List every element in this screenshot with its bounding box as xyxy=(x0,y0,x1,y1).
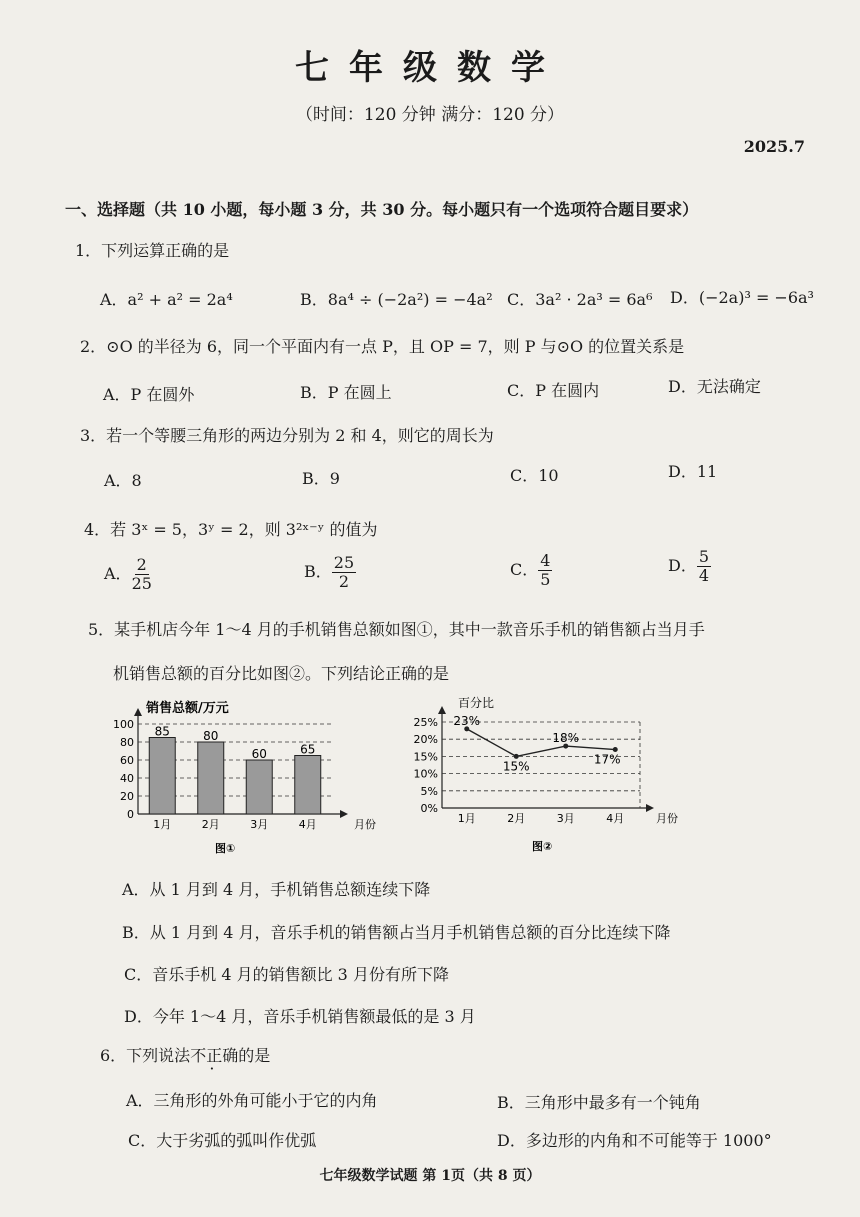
chart1-data-label: 80 xyxy=(203,729,219,743)
q5-option-d[interactable]: D．今年 1～4 月，音乐手机销售额最低的是 3 月 xyxy=(124,1007,476,1026)
chart1-y-tick-label: 40 xyxy=(120,772,134,785)
q1-option-d[interactable]: D．(−2a)³ = −6a³ xyxy=(670,288,814,307)
q1-stem: 1．下列运算正确的是 xyxy=(75,241,230,260)
exam-date: 2025.7 xyxy=(743,137,805,156)
q6-stem xyxy=(100,1043,270,1066)
chart2-point xyxy=(514,754,519,759)
q1-option-b[interactable]: B．8a⁴ ÷ (−2a²) = −4a² xyxy=(300,290,493,309)
chart2-x-tick-label: 2月 xyxy=(507,812,526,825)
q5-option-b[interactable]: B．从 1 月到 4 月，音乐手机的销售额占当月手机销售总额的百分比连续下降 xyxy=(122,923,671,942)
chart1-x-arrow xyxy=(340,810,348,818)
denominator: 5 xyxy=(540,570,551,589)
q5-stem-line2: 机销售总额的百分比如图②。下列结论正确的是 xyxy=(113,664,450,683)
q1-option-a[interactable]: A．a² + a² = 2a⁴ xyxy=(100,290,233,309)
q2-option-c[interactable]: C．P 在圆内 xyxy=(507,381,600,400)
q6-stem-emphasis: 不正确 xyxy=(190,1046,239,1065)
numerator: 25 xyxy=(333,553,355,572)
q4-option-a-label: A． xyxy=(104,564,132,583)
chart2-title: 百分比 xyxy=(458,696,495,710)
q4-option-c[interactable] xyxy=(510,552,552,589)
chart2-data-label: 15% xyxy=(502,759,530,774)
chart1-bar xyxy=(295,756,321,815)
chart-sales-total xyxy=(100,692,400,862)
q6-option-d[interactable]: D．多边形的内角和不可能等于 1000° xyxy=(497,1131,772,1150)
chart-music-phone-percent xyxy=(400,692,700,862)
chart2-y-tick-label: 5% xyxy=(420,784,438,798)
chart1-x-tick-label: 3月 xyxy=(250,818,269,831)
chart2-data-label: 17% xyxy=(593,752,621,767)
q2-option-d[interactable]: D．无法确定 xyxy=(668,377,761,396)
q5-option-c[interactable]: C．音乐手机 4 月的销售额比 3 月份有所下降 xyxy=(124,965,449,984)
q4-option-c-label: C． xyxy=(510,560,539,579)
chart1-data-label: 65 xyxy=(300,742,316,757)
chart1-y-tick-label: 20 xyxy=(120,790,134,803)
chart2-x-tick-label: 4月 xyxy=(606,812,625,825)
numerator: 4 xyxy=(540,551,551,570)
q1-option-c[interactable]: C．3a² · 2a³ = 6a⁶ xyxy=(507,290,653,309)
q4-option-b[interactable] xyxy=(304,554,356,591)
chart2-x-tick-label: 3月 xyxy=(556,812,575,825)
chart1-title: 销售总额/万元 xyxy=(146,701,229,716)
q4-option-c-fraction xyxy=(538,552,552,589)
chart1-bar xyxy=(198,742,224,814)
chart1-bar xyxy=(149,738,175,815)
q3-option-d[interactable]: D．11 xyxy=(668,462,718,481)
chart2-data-label: 23% xyxy=(453,713,481,728)
q5-stem-line1: 5．某手机店今年 1～4 月的手机销售总额如图①，其中一款音乐手机的销售额占当月手 xyxy=(88,620,705,639)
chart2-x-arrow xyxy=(646,804,654,812)
q4-option-d-fraction xyxy=(697,548,711,585)
chart2-y-arrow xyxy=(438,706,446,714)
chart2-y-tick-label: 10% xyxy=(413,767,438,781)
chart2-x-axis-label: 月份 xyxy=(656,812,678,825)
q3-option-c[interactable]: C．10 xyxy=(510,466,559,485)
q3-option-b[interactable]: B．9 xyxy=(302,469,340,488)
chart2-y-tick-label: 20% xyxy=(413,733,438,747)
chart1-y-tick-label: 100 xyxy=(113,718,134,731)
q6-stem-pre: 6．下列说法 xyxy=(100,1046,191,1065)
q6-option-c[interactable]: C．大于劣弧的弧叫作优弧 xyxy=(128,1131,317,1150)
q6-stem-post: 的是 xyxy=(238,1046,271,1065)
numerator: 2 xyxy=(136,555,147,574)
chart1-x-tick-label: 4月 xyxy=(298,818,317,831)
chart2-y-tick-label: 25% xyxy=(413,716,438,729)
chart1-y-tick-label: 60 xyxy=(120,754,134,767)
numerator: 5 xyxy=(698,547,710,566)
q2-stem: 2．⊙O 的半径为 6，同一个平面内有一点 P，且 OP = 7，则 P 与⊙O 的位置关系是 xyxy=(80,337,685,356)
q3-stem: 3．若一个等腰三角形的两边分别为 2 和 4，则它的周长为 xyxy=(80,426,494,445)
q3-option-a[interactable]: A．8 xyxy=(104,471,142,490)
q4-option-a-fraction xyxy=(132,556,152,593)
exam-info: （时间：120 分钟 满分：120 分） xyxy=(295,105,565,125)
chart1-data-label: 85 xyxy=(154,724,170,739)
chart2-point xyxy=(613,747,618,752)
chart2-caption: 图② xyxy=(532,840,553,853)
denominator: 4 xyxy=(698,566,710,585)
denominator: 2 xyxy=(338,572,350,591)
denominator: 25 xyxy=(131,574,152,593)
q4-option-d[interactable] xyxy=(668,548,711,585)
chart2-y-tick-label: 0% xyxy=(420,802,438,815)
q4-option-b-label: B． xyxy=(304,562,332,581)
chart1-y-tick-label: 0 xyxy=(127,808,134,821)
q5-option-a[interactable]: A．从 1 月到 4 月，手机销售总额连续下降 xyxy=(122,880,431,899)
chart1-x-tick-label: 1月 xyxy=(153,818,172,831)
q6-option-a[interactable]: A．三角形的外角可能小于它的内角 xyxy=(126,1091,378,1110)
q2-option-b[interactable]: B．P 在圆上 xyxy=(300,383,392,402)
chart1-caption: 图① xyxy=(215,842,236,855)
q4-stem: 4．若 3ˣ = 5，3ʸ = 2，则 3²ˣ⁻ʸ 的值为 xyxy=(84,520,378,539)
q4-option-a[interactable] xyxy=(104,556,152,593)
chart1-y-tick-label: 80 xyxy=(120,736,134,749)
page-title: 七年级数学 xyxy=(295,48,565,88)
q6-option-b[interactable]: B．三角形中最多有一个钝角 xyxy=(497,1093,701,1112)
chart1-y-arrow xyxy=(134,708,142,716)
chart1-x-tick-label: 2月 xyxy=(201,818,220,831)
q2-option-a[interactable]: A．P 在圆外 xyxy=(103,385,195,404)
chart2-data-label: 18% xyxy=(552,731,580,746)
q4-option-b-fraction xyxy=(332,554,356,591)
chart2-y-tick-label: 15% xyxy=(413,750,438,764)
chart1-data-label: 60 xyxy=(251,747,267,761)
chart2-x-tick-label: 1月 xyxy=(457,812,476,825)
chart1-x-axis-label: 月份 xyxy=(354,818,376,831)
q4-option-d-label: D． xyxy=(668,556,697,575)
page-footer: 七年级数学试题 第 1页（共 8 页） xyxy=(319,1168,541,1184)
section-heading: 一、选择题（共 10 小题，每小题 3 分，共 30 分。每小题只有一个选项符合题目要求） xyxy=(65,200,699,219)
chart1-bar xyxy=(246,760,272,814)
